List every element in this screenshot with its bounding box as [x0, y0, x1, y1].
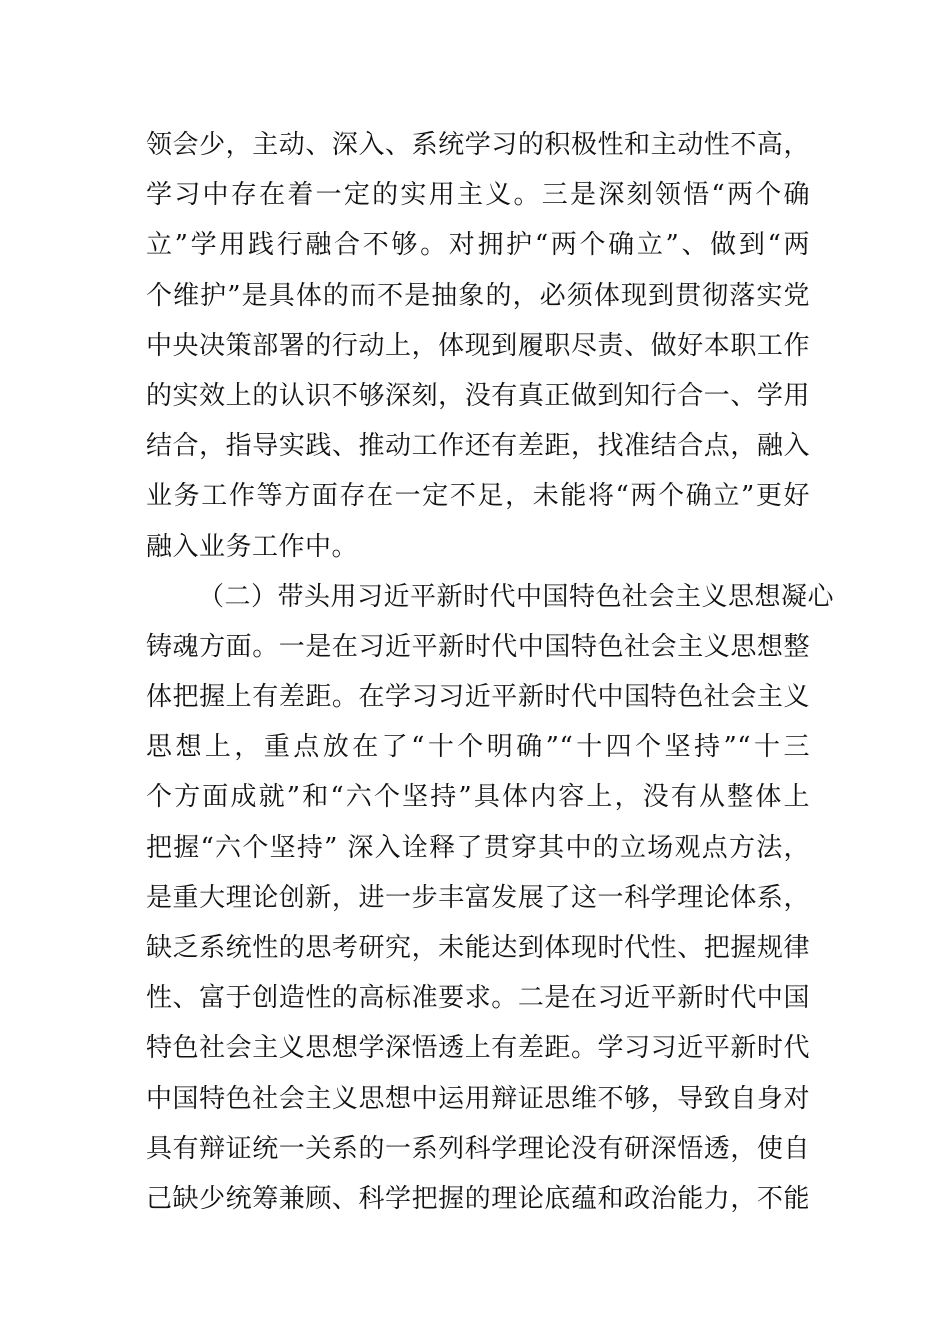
text-line: 个方面成就”和“六个坚持”具体内容上，没有从整体上: [146, 782, 810, 813]
text-line: 特色社会主义思想学深悟透上有差距。学习习近平新时代: [146, 1033, 810, 1064]
text-line: 业务工作等方面存在一定不足，未能将“两个确立”更好: [146, 481, 810, 512]
text-line: 个维护”是具体的而不是抽象的，必须体现到贯彻落实党: [146, 280, 810, 311]
text-line: 学习中存在着一定的实用主义。三是深刻领悟“两个确: [146, 180, 810, 211]
text-line: 领会少，主动、深入、系统学习的积极性和主动性不高，: [146, 130, 810, 160]
text-line: 的实效上的认识不够深刻，没有真正做到知行合一、学用: [146, 380, 810, 411]
text-line: 思想上，重点放在了“十个明确”“十四个坚持”“十三: [146, 732, 810, 763]
text-line: 立”学用践行融合不够。对拥护“两个确立”、做到“两: [146, 230, 810, 261]
paragraph-end-line: 融入业务工作中。: [146, 531, 359, 562]
text-line: 性、富于创造性的高标准要求。二是在习近平新时代中国: [146, 983, 810, 1014]
text-line: 己缺少统筹兼顾、科学把握的理论底蕴和政治能力，不能: [146, 1183, 810, 1214]
text-line: 体把握上有差距。在学习习近平新时代中国特色社会主义: [146, 682, 810, 713]
text-line: 是重大理论创新，进一步丰富发展了这一科学理论体系，: [146, 882, 810, 913]
text-line: 铸魂方面。一是在习近平新时代中国特色社会主义思想整: [146, 631, 810, 662]
text-line: 具有辩证统一关系的一系列科学理论没有研深悟透，使自: [146, 1133, 810, 1164]
text-line: 把握“六个坚持” 深入诠释了贯穿其中的立场观点方法，: [146, 832, 810, 863]
text-line: 中国特色社会主义思想中运用辩证思维不够，导致自身对: [146, 1083, 810, 1114]
section-heading-line: （二）带头用习近平新时代中国特色社会主义思想凝心: [198, 581, 835, 612]
document-body: [146, 120, 835, 1224]
text-line: 中央决策部署的行动上，体现到履职尽责、做好本职工作: [146, 330, 810, 361]
text-line: 结合，指导实践、推动工作还有差距，找准结合点，融入: [146, 431, 810, 462]
text-line: 缺乏系统性的思考研究，未能达到体现时代性、把握规律: [146, 933, 810, 963]
